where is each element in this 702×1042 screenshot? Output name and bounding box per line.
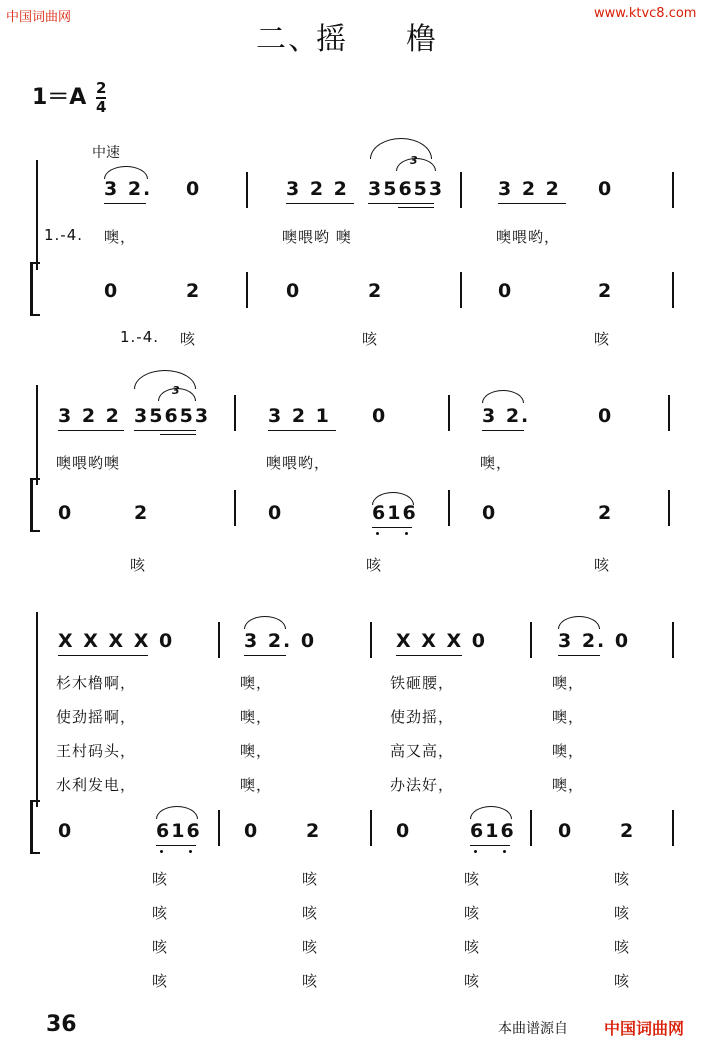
lyric: 噢喂哟 噢: [282, 228, 352, 246]
meter-bottom: 4: [96, 98, 107, 116]
lyric: 噢喂哟，: [266, 454, 331, 472]
note-group: 3 2.: [482, 405, 531, 427]
lyric: 咳: [302, 938, 319, 956]
page-number: 36: [46, 1012, 77, 1037]
note-group: 0: [598, 178, 614, 200]
note-group: 616: [470, 820, 516, 842]
note-group: 35653: [368, 178, 445, 200]
lyric: 咳: [302, 972, 319, 990]
source-site: 中国词曲网: [604, 1019, 685, 1038]
title-prefix: 二、: [256, 22, 320, 57]
note-group: 0: [104, 280, 120, 302]
verse-marker: 1.-4.: [120, 328, 160, 346]
note-group: 0: [58, 820, 74, 842]
note-group: 2: [306, 820, 322, 842]
lyric: 王村码头，: [56, 742, 137, 760]
note-group: 0: [286, 280, 302, 302]
note-group: 0: [558, 820, 574, 842]
note-group: 616: [156, 820, 202, 842]
note-group: 3 2.: [104, 178, 153, 200]
lyric: 咳: [152, 972, 169, 990]
lyric: 高又高，: [390, 742, 455, 760]
note-group: 2: [368, 280, 384, 302]
note-group: 3 2 2: [58, 405, 121, 427]
lyric: 咳: [614, 870, 631, 888]
key-label: 1＝A: [32, 85, 87, 110]
note-group: 2: [134, 502, 150, 524]
note-group: 616: [372, 502, 418, 524]
verse-marker: 1.-4.: [44, 226, 84, 244]
title-char-1: 摇: [316, 22, 348, 57]
lyric: 咳: [180, 330, 197, 348]
staff-bracket: [30, 478, 40, 532]
lyric: 咳: [302, 870, 319, 888]
lyric: 铁砸腰，: [390, 674, 455, 692]
note-group: 0: [268, 502, 284, 524]
lyric: 咳: [594, 556, 611, 574]
watermark-left: 中国词曲网: [6, 10, 72, 25]
lyric: 咳: [152, 904, 169, 922]
tempo-marking: 中速: [92, 145, 120, 161]
lyric: 噢，: [104, 228, 137, 246]
note-group: 0: [58, 502, 74, 524]
note-group: 35653: [134, 405, 211, 427]
note-group: 0: [186, 178, 202, 200]
lyric: 咳: [362, 330, 379, 348]
time-signature: [96, 81, 106, 115]
lyric: 咳: [302, 904, 319, 922]
note-group: 2: [186, 280, 202, 302]
note-group: X X X X 0: [58, 630, 175, 652]
meter-top: 2: [96, 79, 107, 97]
lyric: 噢喂哟噢: [56, 454, 121, 472]
lyric: 咳: [614, 972, 631, 990]
note-group: 0: [244, 820, 260, 842]
lyric: 噢，: [240, 708, 273, 726]
note-group: 3 2. 0: [558, 630, 631, 652]
staff-bracket: [30, 800, 40, 854]
lyric: 咳: [152, 938, 169, 956]
note-group: 2: [620, 820, 636, 842]
lyric: 咳: [464, 870, 481, 888]
lyric: 咳: [614, 904, 631, 922]
lyric: 噢，: [240, 742, 273, 760]
source-label: 本曲谱源自: [498, 1021, 568, 1037]
lyric: 咳: [464, 938, 481, 956]
lyric: 噢，: [552, 674, 585, 692]
lyric: 咳: [152, 870, 169, 888]
note-group: 0: [396, 820, 412, 842]
lyric: 咳: [130, 556, 147, 574]
lyric: 咳: [366, 556, 383, 574]
lyric: 杉木橹啊，: [56, 674, 137, 692]
triplet-mark: 3: [172, 384, 180, 397]
lyric: 噢，: [552, 742, 585, 760]
note-group: 0: [498, 280, 514, 302]
note-group: 0: [372, 405, 388, 427]
note-group: 2: [598, 502, 614, 524]
lyric: 噢，: [240, 776, 273, 794]
note-group: X X X 0: [396, 630, 488, 652]
note-group: 2: [598, 280, 614, 302]
lyric: 咳: [594, 330, 611, 348]
lyric: 使劲摇，: [390, 708, 455, 726]
page-title: [256, 14, 476, 57]
watermark-right: www.ktvc8.com: [594, 6, 697, 21]
triplet-mark: 3: [410, 154, 418, 167]
key-signature: [32, 80, 106, 115]
note-group: 3 2. 0: [244, 630, 317, 652]
note-group: 0: [598, 405, 614, 427]
lyric: 办法好，: [390, 776, 455, 794]
lyric: 咳: [464, 904, 481, 922]
lyric: 噢喂哟，: [496, 228, 561, 246]
staff-bracket: [30, 262, 40, 316]
note-group: 3 2 2: [498, 178, 561, 200]
lyric: 噢，: [552, 708, 585, 726]
lyric: 噢，: [240, 674, 273, 692]
lyric: 噢，: [480, 454, 513, 472]
note-group: 0: [482, 502, 498, 524]
note-group: 3 2 1: [268, 405, 331, 427]
title-char-2: 橹: [406, 22, 438, 57]
lyric: 咳: [614, 938, 631, 956]
note-group: 3 2 2: [286, 178, 349, 200]
lyric: 噢，: [552, 776, 585, 794]
lyric: 水利发电，: [56, 776, 137, 794]
lyric: 使劲摇啊，: [56, 708, 137, 726]
lyric: 咳: [464, 972, 481, 990]
